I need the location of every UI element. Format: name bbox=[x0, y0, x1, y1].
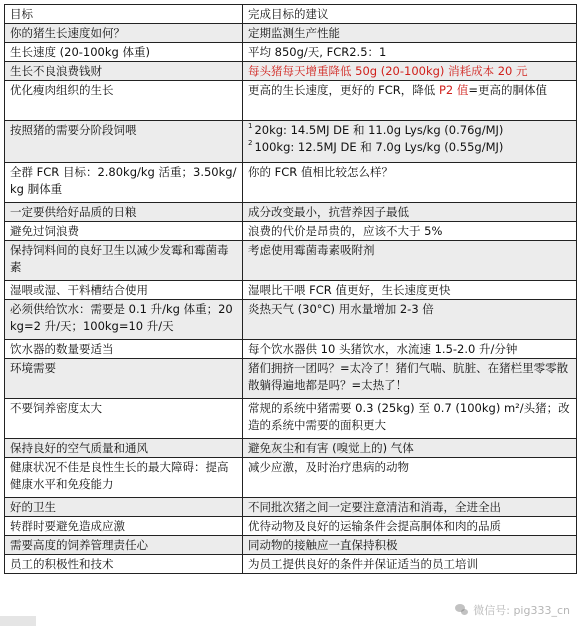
feeding-guideline-table bbox=[4, 4, 577, 574]
wechat-logo-icon bbox=[455, 604, 469, 616]
advice-cell: 你的 FCR 值相比较怎么样？ bbox=[243, 163, 577, 203]
goal-cell: 避免过饲浪费 bbox=[5, 222, 243, 241]
table-row bbox=[5, 399, 577, 439]
watermark bbox=[455, 602, 570, 618]
phase-line-2 bbox=[248, 139, 572, 156]
goal-cell: 必须供给饮水：需要是 0.1 升/kg 体重；20kg=2 升/天；100kg=10 升/天 bbox=[5, 300, 243, 340]
advice-cell: 为员工提供良好的条件并保证适当的员工培训 bbox=[243, 555, 577, 574]
advice-cell: 每个饮水器供 10 头猪饮水，水流速 1.5-2.0 升/分钟 bbox=[243, 340, 577, 359]
column-header-goal: 目标 bbox=[5, 5, 243, 24]
goal-cell: 需要高度的饲养管理责任心 bbox=[5, 536, 243, 555]
advice-cell: 湿喂比干喂 FCR 值更好，生长速度更快 bbox=[243, 281, 577, 300]
table-row bbox=[5, 555, 577, 574]
goal-cell: 全群 FCR 目标：2.80kg/kg 活重；3.50kg/kg 胴体重 bbox=[5, 163, 243, 203]
table-row bbox=[5, 458, 577, 498]
footnote-marker: 1 bbox=[248, 122, 253, 130]
table-row bbox=[5, 517, 577, 536]
advice-cell: 平均 850g/天, FCR2.5：1 bbox=[243, 43, 577, 62]
goal-cell: 保持良好的空气质量和通风 bbox=[5, 439, 243, 458]
highlight-text: 每头猪每天增重降低 50g (20-100kg) 消耗成本 20 元 bbox=[248, 64, 528, 78]
table-row bbox=[5, 281, 577, 300]
advice-cell: 成分改变最小，抗营养因子最低 bbox=[243, 203, 577, 222]
goal-cell: 饮水器的数量要适当 bbox=[5, 340, 243, 359]
table-row bbox=[5, 340, 577, 359]
table-row bbox=[5, 300, 577, 340]
goal-cell: 一定要供给好品质的日粮 bbox=[5, 203, 243, 222]
table-row bbox=[5, 81, 577, 121]
goal-cell: 健康状况不佳是良性生长的最大障碍：提高健康水平和免疫能力 bbox=[5, 458, 243, 498]
advice-cell bbox=[243, 62, 577, 81]
phase-text: 20kg: 14.5MJ DE 和 11.0g Lys/kg (0.76g/MJ) bbox=[254, 123, 504, 137]
table-row bbox=[5, 163, 577, 203]
advice-cell: 考虑使用霉菌毒素吸附剂 bbox=[243, 241, 577, 281]
advice-cell: 浪费的代价是昂贵的，应该不大于 5% bbox=[243, 222, 577, 241]
advice-cell bbox=[243, 121, 577, 163]
advice-cell: 同动物的接触应一直保持积极 bbox=[243, 536, 577, 555]
advice-cell bbox=[243, 81, 577, 121]
advice-text: 更高的生长速度，更好的 FCR，降低 bbox=[248, 83, 439, 97]
table-row bbox=[5, 24, 577, 43]
corner-overlay bbox=[0, 616, 36, 626]
table-row bbox=[5, 222, 577, 241]
advice-cell: 不同批次猪之间一定要注意清洁和消毒，全进全出 bbox=[243, 498, 577, 517]
advice-cell: 优待动物及良好的运输条件会提高胴体和肉的品质 bbox=[243, 517, 577, 536]
phase-text: 100kg: 12.5MJ DE 和 7.0g Lys/kg (0.55g/MJ) bbox=[254, 140, 504, 154]
goal-cell: 好的卫生 bbox=[5, 498, 243, 517]
watermark-text: 微信号: pig333_cn bbox=[473, 604, 570, 617]
phase-line-1 bbox=[248, 122, 572, 139]
goal-cell: 环境需要 bbox=[5, 359, 243, 399]
goal-cell: 不要饲养密度太大 bbox=[5, 399, 243, 439]
advice-cell: 减少应激，及时治疗患病的动物 bbox=[243, 458, 577, 498]
advice-cell: 常规的系统中猪需要 0.3 (25kg) 至 0.7 (100kg) m²/头猪；改造的系统中需要的面积更大 bbox=[243, 399, 577, 439]
table-row bbox=[5, 203, 577, 222]
table-row bbox=[5, 43, 577, 62]
advice-cell: 避免灰尘和有害 (嗅觉上的) 气体 bbox=[243, 439, 577, 458]
goal-cell: 转群时要避免造成应激 bbox=[5, 517, 243, 536]
goal-cell: 保持饲料间的良好卫生以减少发霉和霉菌毒素 bbox=[5, 241, 243, 281]
goal-cell: 你的猪生长速度如何？ bbox=[5, 24, 243, 43]
column-header-advice: 完成目标的建议 bbox=[243, 5, 577, 24]
table-row bbox=[5, 498, 577, 517]
table-row bbox=[5, 241, 577, 281]
advice-text: =更高的胴体值 bbox=[468, 83, 548, 97]
goal-cell: 优化瘦肉组织的生长 bbox=[5, 81, 243, 121]
highlight-text: P2 值 bbox=[438, 83, 469, 97]
table-row bbox=[5, 62, 577, 81]
goal-cell: 生长速度 (20-100kg 体重) bbox=[5, 43, 243, 62]
goal-cell: 按照猪的需要分阶段饲喂 bbox=[5, 121, 243, 163]
advice-cell: 猪们拥挤一团吗？=太冷了！猪们气喘、肮脏、在猪栏里零零散散躺得遍地都是吗？=太热了！ bbox=[243, 359, 577, 399]
table-row bbox=[5, 439, 577, 458]
goal-cell: 员工的积极性和技术 bbox=[5, 555, 243, 574]
table-row bbox=[5, 121, 577, 163]
goal-cell: 湿喂或湿、干料槽结合使用 bbox=[5, 281, 243, 300]
table-row bbox=[5, 359, 577, 399]
footnote-marker: 2 bbox=[248, 139, 253, 147]
table-row bbox=[5, 5, 577, 24]
advice-cell: 炎热天气 (30°C) 用水量增加 2-3 倍 bbox=[243, 300, 577, 340]
advice-cell: 定期监测生产性能 bbox=[243, 24, 577, 43]
goal-cell: 生长不良浪费钱财 bbox=[5, 62, 243, 81]
table-row bbox=[5, 536, 577, 555]
